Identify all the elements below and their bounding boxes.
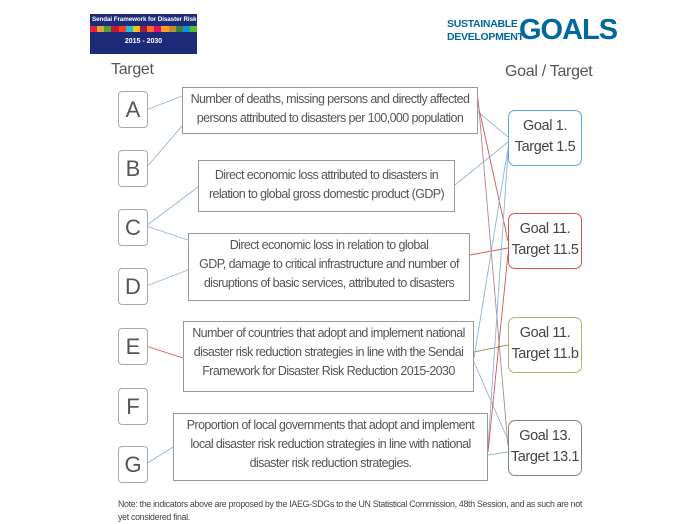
indicator-2-line-1: Direct economic loss attributed to disasters in: [214, 168, 439, 182]
target-box-f: F: [118, 388, 148, 425]
sdg-logo-line1: SUSTAINABLE: [447, 18, 518, 30]
goal-box-2-goal: Goal 11.: [519, 221, 571, 237]
sendai-logo-years: 2015 - 2030: [124, 38, 163, 45]
indicator-1-line-2: persons attributed to disasters per 100,000 population: [196, 111, 464, 125]
target-box-g: G: [118, 446, 148, 483]
goal-box-3-goal: Goal 11.: [519, 325, 571, 341]
indicator-3-line-3: disruptions of basic services, attributed to disasters: [203, 276, 455, 290]
goal-box-11-target-11-b: [508, 317, 582, 373]
indicator-3-line-2: GDP, damage to critical infrastructure and number of: [199, 257, 459, 271]
indicator-5-line-3: disaster risk reduction strategies.: [249, 456, 412, 470]
indicator-3-line-1: Direct economic loss in relation to global: [229, 238, 429, 252]
indicator-box-3: [188, 233, 470, 301]
goal-box-1-target: Target 1.5: [514, 139, 576, 155]
goal-box-13-target-13-1: [508, 420, 582, 476]
indicator-box-4: [183, 321, 474, 392]
sdg-logo-line2: DEVELOPMENT: [447, 31, 524, 43]
target-box-b: B: [118, 150, 148, 187]
sdg-logo-goals: GOALS: [519, 14, 618, 46]
indicator-5-line-2: local disaster risk reduction strategies in line with national: [190, 437, 471, 451]
footnote: Note: the indicators above are proposed by the IAEG-SDGs to the UN Statistical Commission, 48th Session, and as such are not yet considered final.: [118, 499, 582, 522]
indicator-box-5: [173, 413, 488, 481]
goal-box-2-target: Target 11.5: [511, 242, 579, 258]
indicator-box-1: [182, 87, 478, 134]
goal-box-3-target: Target 11.b: [511, 346, 579, 362]
sendai-logo-title: Sendai Framework for Disaster Risk Reduction: [92, 16, 228, 23]
goal-box-4-goal: Goal 13.: [519, 428, 571, 444]
indicator-2-line-2: relation to global gross domestic product (GDP): [208, 187, 445, 201]
indicator-4-line-3: Framework for Disaster Risk Reduction 2015-2030: [202, 364, 455, 378]
goal-box-4-target: Target 13.1: [510, 449, 580, 465]
goal-box-1-target-1-5: [508, 110, 582, 166]
indicator-4-line-1: Number of countries that adopt and implement national: [192, 326, 465, 340]
indicator-4-line-2: disaster risk reduction strategies in line with the Sendai: [193, 345, 464, 359]
goal-box-11-target-11-5: [508, 213, 582, 269]
indicator-box-2: [198, 160, 455, 212]
sendai-framework-logo: [90, 14, 228, 54]
sdg-logo: [447, 14, 618, 50]
target-box-d: D: [118, 268, 148, 305]
target-box-a: A: [118, 91, 148, 128]
indicator-5-line-1: Proportion of local governments that adopt and implement: [186, 418, 475, 432]
sendai-logo-color-bar: [90, 26, 197, 32]
target-box-c: C: [118, 209, 148, 246]
target-heading: Target: [111, 61, 154, 78]
indicator-1-line-1: Number of deaths, missing persons and directly affected: [190, 92, 470, 106]
target-box-e: E: [118, 328, 148, 365]
goal-box-1-goal: Goal 1.: [523, 118, 567, 134]
goal-target-heading: Goal / Target: [505, 63, 593, 80]
